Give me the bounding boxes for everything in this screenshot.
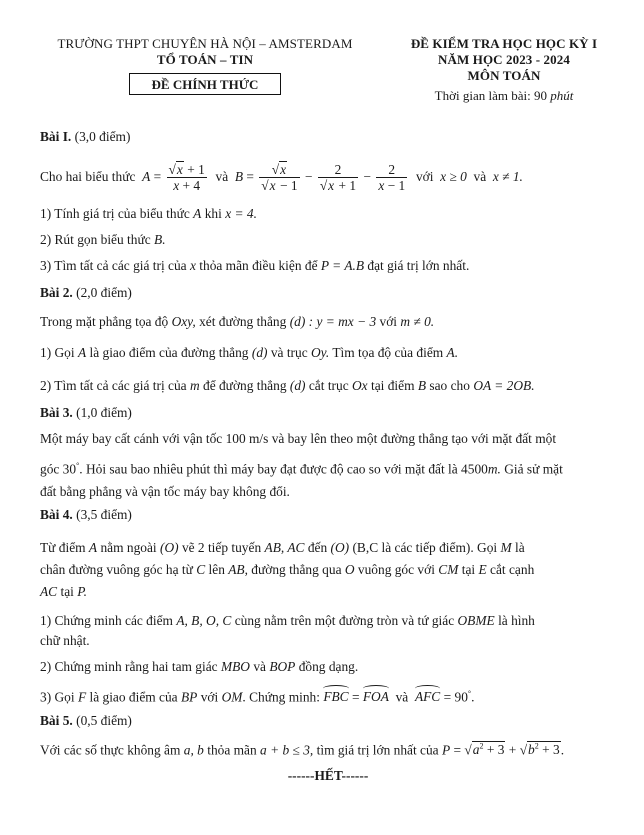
end-marker: ------HẾT------ bbox=[287, 768, 369, 783]
subject: MÔN TOÁN bbox=[467, 68, 541, 83]
problem-4-title: Bài 4. (3,5 điểm) bbox=[40, 507, 132, 522]
header-right bbox=[392, 36, 616, 105]
problem-2-statement: Trong mặt phẳng tọa độ Oxy, xét đường thẳng (d) : y = mx − 3 với m ≠ 0. bbox=[40, 314, 435, 329]
header-left bbox=[40, 36, 370, 95]
official-stamp: ĐỀ CHÍNH THỨC bbox=[129, 73, 282, 95]
angle-foa: FOA bbox=[363, 685, 389, 706]
school-year: NĂM HỌC 2023 - 2024 bbox=[438, 52, 570, 67]
problem-4-line-1: Từ điểm A nằm ngoài (O) vẽ 2 tiếp tuyến AB, AC đến (O) (B,C là các tiếp điểm). Gọi M là bbox=[40, 540, 525, 555]
problem-1-question-1: 1) Tính giá trị của biểu thức A khi x = 4. bbox=[40, 206, 257, 221]
problem-4-question-2: 2) Chứng minh rằng hai tam giác MBO và BOP đồng dạng. bbox=[40, 659, 359, 674]
problem-2-question-1: 1) Gọi A là giao điểm của đường thẳng (d) và trục Oy. Tìm tọa độ của điểm A. bbox=[40, 345, 459, 360]
angle-fbc: FBC bbox=[323, 685, 348, 706]
angle-afc: AFC bbox=[415, 685, 440, 706]
problem-3-line-3: đất bằng phẳng và vận tốc máy bay không đổi. bbox=[40, 484, 290, 499]
problem-5-title: Bài 5. (0,5 điểm) bbox=[40, 713, 132, 728]
problem-2-question-2: 2) Tìm tất cả các giá trị của m để đường thẳng (d) cắt trục Ox tại điểm B sao cho OA = 2OB. bbox=[40, 378, 535, 393]
school-name: TRƯỜNG THPT CHUYÊN HÀ NỘI – AMSTERDAM bbox=[57, 36, 353, 51]
problem-1-question-3: 3) Tìm tất cả các giá trị của x thỏa mãn điều kiện để P = A.B đạt giá trị lớn nhất. bbox=[40, 258, 470, 273]
problem-4-question-1-cont: chữ nhật. bbox=[40, 633, 90, 648]
exam-title: ĐỀ KIỂM TRA HỌC HỌC KỲ I bbox=[410, 36, 598, 51]
duration: Thời gian làm bài: 90 phút bbox=[434, 88, 574, 103]
problem-3-title: Bài 3. (1,0 điểm) bbox=[40, 405, 132, 420]
problem-4-line-2: chân đường vuông góc hạ từ C lên AB, đường thẳng qua O vuông góc với CM tại E cắt cạnh bbox=[40, 562, 535, 577]
fraction-a: $\frac{√x + 1}{x + 4}$ bbox=[168, 162, 205, 194]
problem-1-question-2: 2) Rút gọn biểu thức B. bbox=[40, 232, 166, 247]
problem-4-line-3: AC tại P. bbox=[40, 584, 88, 599]
problem-1-title: Bài I. (3,0 điểm) bbox=[40, 129, 131, 144]
problem-3-line-2: góc 30°. Hỏi sau bao nhiêu phút thì máy bay đạt được độ cao so với mặt đất là 4500m. Giả sử mặt bbox=[40, 461, 563, 477]
problem-4-question-3: 3) Gọi F là giao điểm của BP với OM. Chứng minh: FBC = FOA và AFC = 90°. bbox=[40, 685, 616, 706]
problem-4-question-1: 1) Chứng minh các điểm A, B, O, C cùng nằm trên một đường tròn và tứ giác OBME là hình bbox=[40, 613, 535, 628]
problem-1-statement: Cho hai biểu thức A = $\frac{√x + 1}{x + 4}$ và B = $\frac{√x}{√x - 1}$ − $\frac{2}{√x + 1}$ − $\frac{2}{x - 1}$ với x ≥ 0 và x ≠ 1. bbox=[40, 162, 523, 194]
problem-5-statement: Với các số thực không âm a, b thỏa mãn a + b ≤ 3, tìm giá trị lớn nhất của $P = √a^2 + 3 + √b^2 + 3$. bbox=[40, 742, 565, 758]
problem-3-line-1: Một máy bay cất cánh với vận tốc 100 m/s và bay lên theo một đường thẳng tạo với mặt đất một bbox=[40, 431, 557, 446]
department-name: TỔ TOÁN – TIN bbox=[156, 52, 254, 67]
problem-2-title: Bài 2. (2,0 điểm) bbox=[40, 285, 132, 300]
